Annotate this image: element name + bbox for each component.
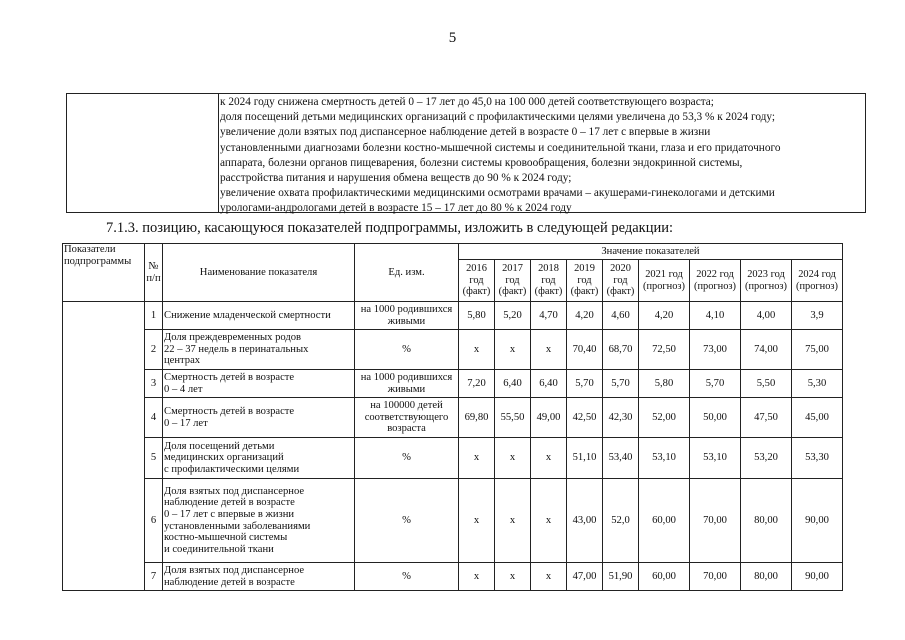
value-cell: 75,00 xyxy=(792,330,843,370)
text-line: Снижение младенческой смертности xyxy=(164,309,331,321)
value-cell: 7,20 xyxy=(459,370,495,398)
text-line: расстройства питания и нарушения обмена веществ до 90 % к 2024 году; xyxy=(220,172,572,185)
value-cell: 69,80 xyxy=(459,398,495,438)
text-line: урологами-андрологами детей в возрасте 15 – 17 лет до 80 % к 2024 году xyxy=(220,202,572,215)
value-cell: 5,30 xyxy=(792,370,843,398)
header-number: № п/п xyxy=(145,244,163,302)
text-line: 0 – 17 лет xyxy=(164,417,208,429)
row-number: 6 xyxy=(145,479,163,563)
value-cell: х xyxy=(495,330,531,370)
table-row xyxy=(63,330,843,370)
table-row xyxy=(63,302,843,330)
text-line: (факт) xyxy=(462,286,491,298)
value-cell: 5,50 xyxy=(741,370,792,398)
unit xyxy=(355,438,459,479)
value-cell: 68,70 xyxy=(603,330,639,370)
header-subprogram: Показатели подпрограммы xyxy=(63,244,145,302)
value-cell: 5,80 xyxy=(459,302,495,330)
text-line: 22 – 37 недель в перинатальных xyxy=(164,343,309,355)
text-line: 2021 год xyxy=(645,269,683,280)
text-line: год xyxy=(577,274,592,286)
value-cell: х xyxy=(459,330,495,370)
text-line: установленными заболеваниями xyxy=(164,520,311,532)
unit xyxy=(355,370,459,398)
indicator-name xyxy=(163,330,355,370)
text-line: установленными диагнозами болезни костно-мышечной системы и соединительной ткани, глаза и его придаточного xyxy=(220,141,781,154)
text-line: Смертность детей в возрасте xyxy=(164,371,295,383)
value-cell: 6,40 xyxy=(531,370,567,398)
text-line: Доля посещений детьми xyxy=(164,440,275,452)
header-indicator-name: Наименование показателя xyxy=(163,244,355,302)
value-cell: 70,00 xyxy=(690,563,741,591)
text-line: на 1000 родившихся xyxy=(360,303,453,315)
text-line: 2023 год xyxy=(747,269,785,280)
value-cell: х xyxy=(531,563,567,591)
text-line: 0 – 4 лет xyxy=(164,383,203,395)
header-year xyxy=(531,260,567,302)
value-cell: х xyxy=(459,438,495,479)
text-line: год xyxy=(613,274,628,286)
row-number: 2 xyxy=(145,330,163,370)
value-cell: 4,00 xyxy=(741,302,792,330)
text-line: Доля взятых под диспансерное xyxy=(164,564,305,576)
text-line: увеличение охвата профилактическими медицинскими осмотрами врачами – акушерами-гинекологами и детскими xyxy=(220,187,775,200)
value-cell: 51,10 xyxy=(567,438,603,479)
value-cell: 74,00 xyxy=(741,330,792,370)
text-line: живыми xyxy=(387,383,426,395)
text-line: % xyxy=(402,514,411,526)
header-year xyxy=(690,260,741,302)
text-line: (прогноз) xyxy=(745,280,787,292)
row-number: 1 xyxy=(145,302,163,330)
unit xyxy=(355,398,459,438)
indicator-name xyxy=(163,563,355,591)
value-cell: 53,10 xyxy=(690,438,741,479)
text-line: медицинских организаций xyxy=(164,452,284,464)
value-cell: 5,70 xyxy=(690,370,741,398)
text-line: (прогноз) xyxy=(643,280,685,292)
indicator-name xyxy=(163,370,355,398)
text-line: живыми xyxy=(387,315,426,327)
value-cell: 73,00 xyxy=(690,330,741,370)
value-cell: 53,10 xyxy=(639,438,690,479)
indicators-table xyxy=(62,243,843,591)
text-line: 0 – 17 лет с впервые в жизни xyxy=(164,508,295,520)
value-cell: 80,00 xyxy=(741,563,792,591)
value-cell: 53,40 xyxy=(603,438,639,479)
text-line: костно-мышечной системы xyxy=(164,532,288,544)
text-line: к 2024 году снижена смертность детей 0 – 17 лет до 45,0 на 100 000 детей соответствующего возраста; xyxy=(220,96,714,108)
text-line: год xyxy=(505,274,520,286)
section-heading: 7.1.3. позицию, касающуюся показателей подпрограммы, изложить в следующей редакции: xyxy=(106,220,674,236)
text-line: и соединительной ткани xyxy=(164,543,274,555)
value-cell: х xyxy=(459,479,495,563)
value-cell: 47,50 xyxy=(741,398,792,438)
text-line: (факт) xyxy=(606,286,635,298)
text-line: % xyxy=(402,570,411,582)
value-cell: х xyxy=(531,330,567,370)
text-line: % xyxy=(402,452,411,464)
text-line: на 1000 родившихся xyxy=(360,371,453,383)
value-cell: 5,70 xyxy=(567,370,603,398)
goals-box xyxy=(66,93,866,213)
text-line: (факт) xyxy=(534,286,563,298)
text-line: (факт) xyxy=(570,286,599,298)
value-cell: х xyxy=(531,438,567,479)
value-cell: 60,00 xyxy=(639,563,690,591)
text-line: (факт) xyxy=(498,286,527,298)
value-cell: х xyxy=(531,479,567,563)
table-row xyxy=(63,398,843,438)
page-number: 5 xyxy=(448,30,457,46)
value-cell: х xyxy=(459,563,495,591)
text-line: центрах xyxy=(164,355,201,367)
header-unit: Ед. изм. xyxy=(355,244,459,302)
text-line: (прогноз) xyxy=(694,280,736,292)
value-cell: 55,50 xyxy=(495,398,531,438)
value-cell: 5,20 xyxy=(495,302,531,330)
value-cell: 60,00 xyxy=(639,479,690,563)
value-cell: 51,90 xyxy=(603,563,639,591)
value-cell: х xyxy=(495,479,531,563)
value-cell: 6,40 xyxy=(495,370,531,398)
indicator-name xyxy=(163,398,355,438)
value-cell: 45,00 xyxy=(792,398,843,438)
row-number: 7 xyxy=(145,563,163,591)
text-line: год xyxy=(469,274,484,286)
value-cell: 53,30 xyxy=(792,438,843,479)
row-number: 3 xyxy=(145,370,163,398)
text-line: 2020 xyxy=(610,263,631,275)
text-line: возраста xyxy=(387,423,426,435)
indicator-name xyxy=(163,479,355,563)
text-line: 2019 xyxy=(574,263,595,275)
text-line: Доля взятых под диспансерное xyxy=(164,485,305,497)
unit xyxy=(355,479,459,563)
table-row xyxy=(63,563,843,591)
value-cell: 49,00 xyxy=(531,398,567,438)
subprogram-cell xyxy=(63,302,145,591)
header-year xyxy=(792,260,843,302)
value-cell: 4,70 xyxy=(531,302,567,330)
header-year xyxy=(495,260,531,302)
table-row xyxy=(63,438,843,479)
header-year xyxy=(567,260,603,302)
unit xyxy=(355,330,459,370)
value-cell: 90,00 xyxy=(792,563,843,591)
value-cell: х xyxy=(495,438,531,479)
value-cell: 70,00 xyxy=(690,479,741,563)
header-year xyxy=(603,260,639,302)
header-year xyxy=(459,260,495,302)
value-cell: 52,0 xyxy=(603,479,639,563)
header-year xyxy=(639,260,690,302)
text-line: наблюдение детей в возрасте xyxy=(164,497,295,509)
goals-text xyxy=(220,95,863,217)
text-line: с профилактическими целями xyxy=(164,463,300,475)
value-cell: 42,50 xyxy=(567,398,603,438)
table-row xyxy=(63,370,843,398)
value-cell: 80,00 xyxy=(741,479,792,563)
text-line: (прогноз) xyxy=(796,280,838,292)
value-cell: 4,20 xyxy=(567,302,603,330)
value-cell: 70,40 xyxy=(567,330,603,370)
text-line: аппарата, болезни органов пищеварения, болезни системы кровообращения, болезни эндокринной системы, xyxy=(220,156,743,169)
value-cell: 72,50 xyxy=(639,330,690,370)
value-cell: 4,20 xyxy=(639,302,690,330)
text-line: Доля преждевременных родов xyxy=(164,332,302,344)
value-cell: 50,00 xyxy=(690,398,741,438)
text-line: Смертность детей в возрасте xyxy=(164,405,295,417)
value-cell: 4,10 xyxy=(690,302,741,330)
text-line: 2017 xyxy=(502,263,523,275)
text-line: наблюдение детей в возрасте xyxy=(164,576,295,588)
value-cell: 53,20 xyxy=(741,438,792,479)
text-line: увеличение доли взятых под диспансерное наблюдение детей в возрасте 0 – 17 лет с впервые в жизни xyxy=(220,126,711,139)
unit xyxy=(355,563,459,591)
value-cell: 90,00 xyxy=(792,479,843,563)
value-cell: 4,60 xyxy=(603,302,639,330)
table-row xyxy=(63,479,843,563)
header-values: Значение показателей xyxy=(459,244,843,260)
text-line: соответствующего xyxy=(364,411,449,423)
value-cell: 42,30 xyxy=(603,398,639,438)
unit xyxy=(355,302,459,330)
indicator-name xyxy=(163,302,355,330)
value-cell: х xyxy=(495,563,531,591)
text-line: на 100000 детей xyxy=(370,400,443,412)
text-line: 2024 год xyxy=(798,269,836,280)
value-cell: 43,00 xyxy=(567,479,603,563)
row-number: 5 xyxy=(145,438,163,479)
indicator-name xyxy=(163,438,355,479)
text-line: доля посещений детьми медицинских организаций с профилактическими целями увеличена до 53,3 % к 2024 году; xyxy=(220,111,776,124)
text-line: 2022 год xyxy=(696,269,734,280)
text-line: год xyxy=(541,274,556,286)
value-cell: 47,00 xyxy=(567,563,603,591)
header-year xyxy=(741,260,792,302)
row-number: 4 xyxy=(145,398,163,438)
value-cell: 3,9 xyxy=(792,302,843,330)
text-line: 2016 xyxy=(466,263,487,275)
text-line: 2018 xyxy=(538,263,559,275)
value-cell: 5,80 xyxy=(639,370,690,398)
text-line: % xyxy=(402,343,411,355)
goals-box-empty-cell xyxy=(67,94,219,212)
value-cell: 52,00 xyxy=(639,398,690,438)
value-cell: 5,70 xyxy=(603,370,639,398)
